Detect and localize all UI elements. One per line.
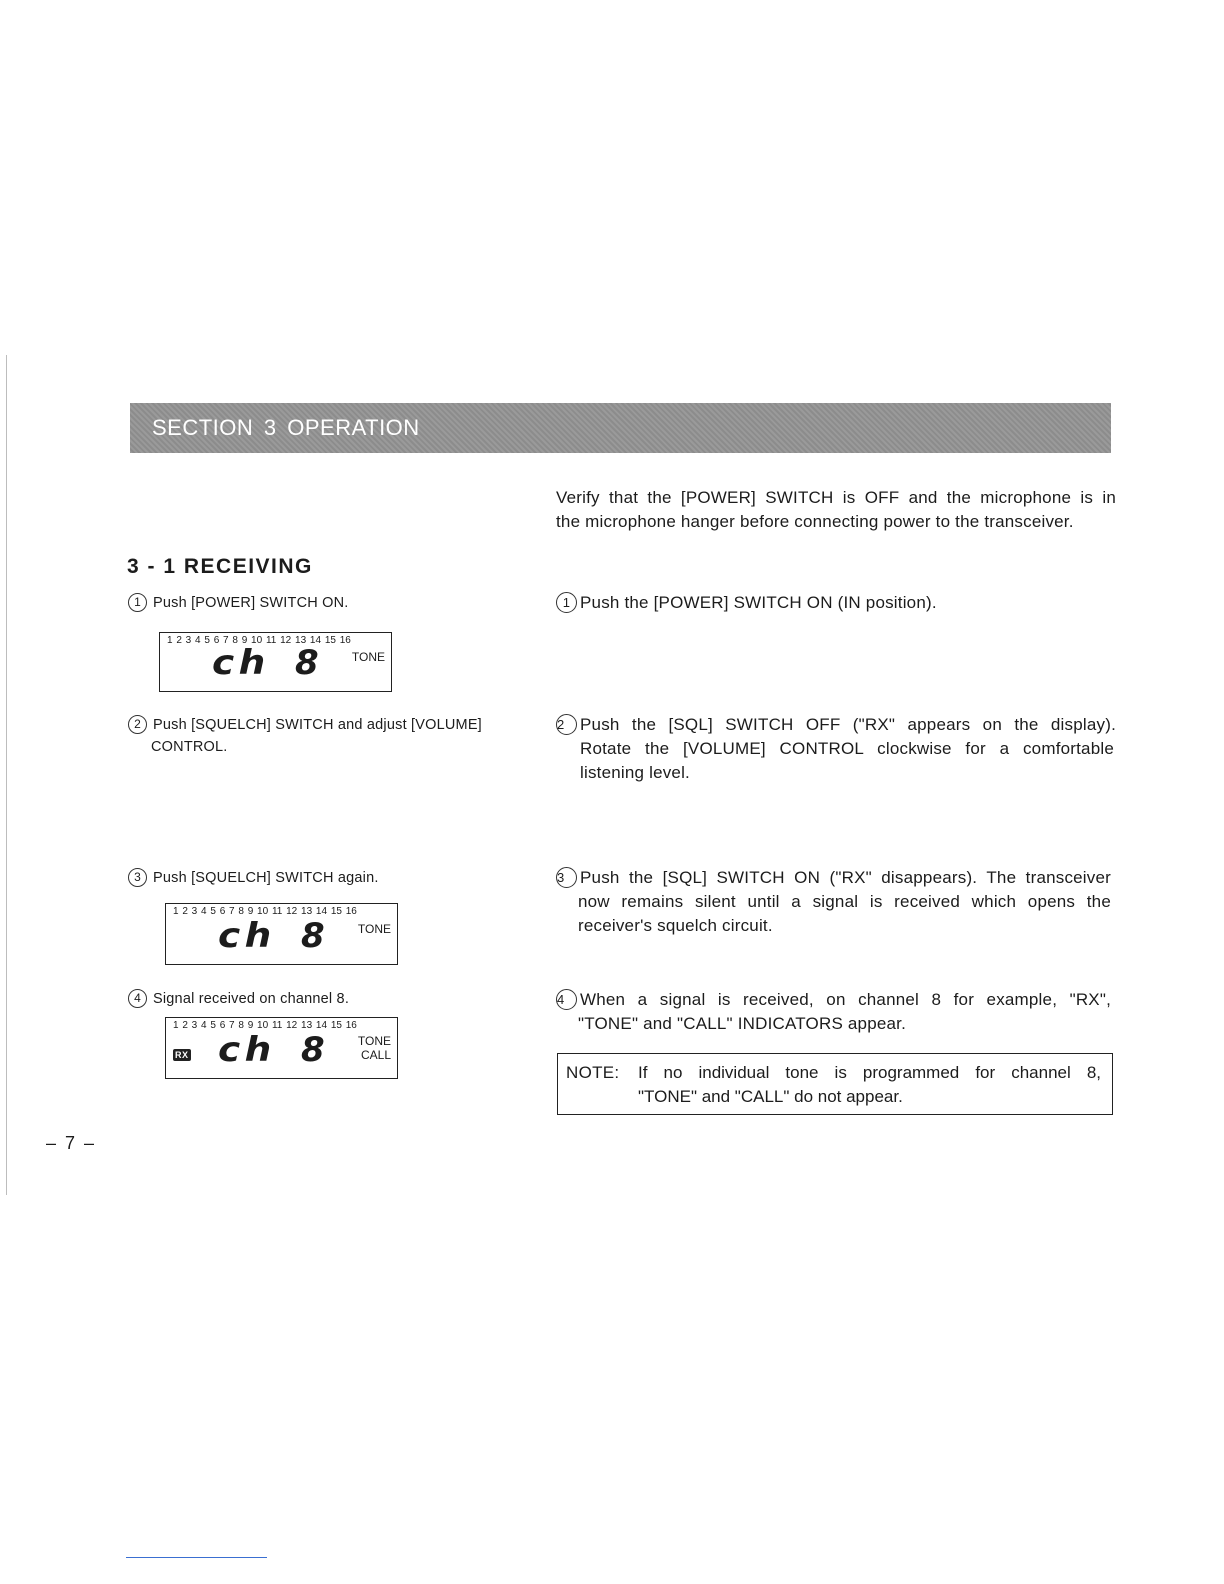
step-number: 4	[556, 989, 577, 1010]
step-number: 1	[128, 593, 147, 612]
left-step-1-text: Push [POWER] SWITCH ON.	[153, 595, 349, 611]
step-number: 1	[556, 592, 577, 613]
left-step-4	[128, 988, 349, 1010]
left-step-3-text: Push [SQUELCH] SWITCH again.	[153, 870, 379, 886]
step-number: 2	[128, 715, 147, 734]
right-step-3-line-2: now remains silent until a signal is received which opens the	[578, 892, 1111, 911]
step-number: 4	[128, 989, 147, 1008]
section-header-title: SECTION 3 OPERATION	[152, 415, 420, 440]
right-step-1-text: Push the [POWER] SWITCH ON (IN position).	[580, 593, 937, 612]
step-number: 3	[128, 868, 147, 887]
right-step-4-line-1	[556, 988, 1111, 1012]
lcd-tone-indicator: TONE	[351, 650, 385, 664]
section-header-bar	[130, 403, 1111, 453]
right-step-1	[556, 591, 1116, 615]
right-step-3-line-1	[556, 866, 1111, 890]
lcd-channel-digit: 8	[301, 916, 325, 956]
step-number: 3	[556, 867, 577, 888]
margin-rule	[6, 355, 7, 1195]
left-step-1	[128, 592, 349, 614]
right-step-3-line-1-text: Push the [SQL] SWITCH ON ("RX" disappears). The transceiver	[580, 868, 1111, 887]
lcd-channel-row: 1 2 3 4 5 6 7 8 9 10 11 12 13 14 15 16	[173, 1020, 357, 1031]
step-number: 2	[556, 714, 577, 735]
lcd-display-3	[165, 1017, 398, 1079]
right-step-2-line-3: listening level.	[580, 763, 690, 782]
lcd-display-1	[159, 632, 392, 692]
lcd-ch-label: ch	[218, 1030, 276, 1070]
right-step-2-line-1-text: Push the [SQL] SWITCH OFF ("RX" appears on the display).	[580, 715, 1116, 734]
lcd-display-2	[165, 903, 398, 965]
lcd-channel-digit: 8	[301, 1030, 325, 1070]
page-number: – 7 –	[46, 1133, 97, 1153]
left-step-4-text: Signal received on channel 8.	[153, 991, 350, 1007]
intro-line-2: the microphone hanger before connecting power to the transceiver.	[556, 512, 1074, 531]
lcd-channel-digit: 8	[295, 643, 319, 683]
right-step-2-line-1	[556, 713, 1116, 737]
lcd-channel-row: 1 2 3 4 5 6 7 8 9 10 11 12 13 14 15 16	[173, 906, 357, 917]
lcd-ch-label: ch	[218, 916, 276, 956]
right-step-2-line-2: Rotate the [VOLUME] CONTROL clockwise for a comfortable	[580, 739, 1114, 758]
section-title: 3 - 1 RECEIVING	[127, 555, 313, 578]
left-step-2-line-2: CONTROL.	[151, 739, 228, 755]
right-step-3-line-3: receiver's squelch circuit.	[578, 916, 773, 935]
note-line-2: "TONE" and "CALL" do not appear.	[638, 1087, 903, 1106]
lcd-call-indicator: CALL	[360, 1048, 391, 1062]
left-step-3	[128, 867, 379, 889]
left-step-2	[128, 714, 482, 758]
right-step-4-line-2: "TONE" and "CALL" INDICATORS appear.	[578, 1014, 907, 1033]
lcd-rx-badge: RX	[175, 1050, 189, 1060]
right-step-4-line-1-text: When a signal is received, on channel 8 for example, "RX",	[580, 990, 1111, 1009]
lcd-tone-indicator: TONE	[357, 1034, 391, 1048]
left-step-2-line-1: Push [SQUELCH] SWITCH and adjust [VOLUME]	[153, 717, 482, 733]
lcd-channel-row: 1 2 3 4 5 6 7 8 9 10 11 12 13 14 15 16	[167, 635, 351, 646]
lcd-ch-label: ch	[212, 643, 270, 683]
intro-line-1: Verify that the [POWER] SWITCH is OFF and the microphone is in	[556, 488, 1116, 507]
lcd-tone-indicator: TONE	[357, 922, 391, 936]
footer-rule	[126, 1557, 267, 1558]
note-line-1: If no individual tone is programmed for channel 8,	[638, 1063, 1101, 1082]
note-box	[557, 1053, 1113, 1115]
note-label: NOTE:	[566, 1063, 620, 1082]
